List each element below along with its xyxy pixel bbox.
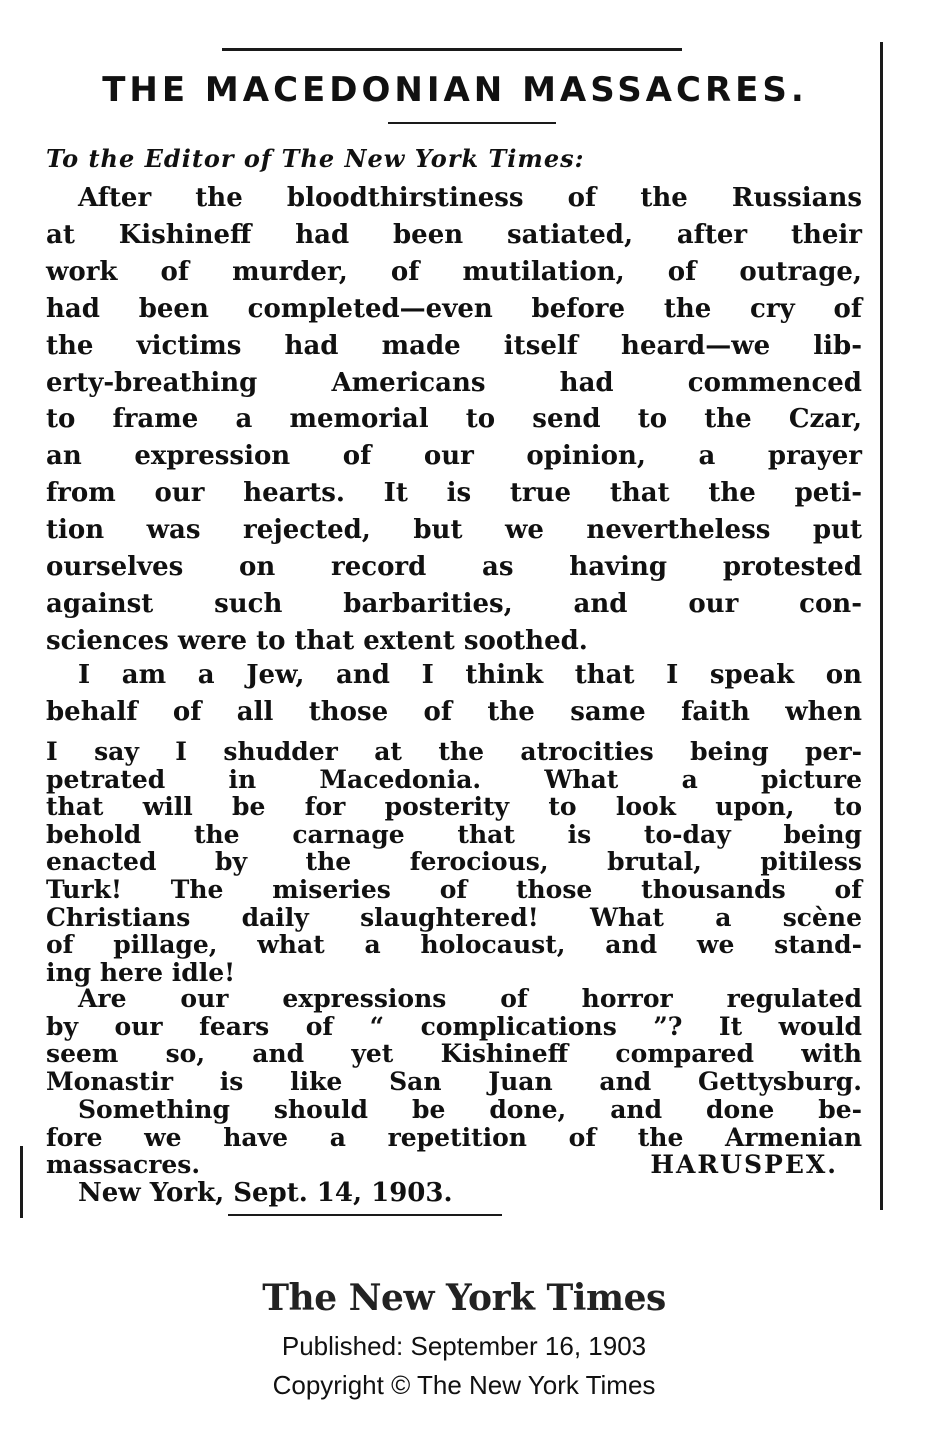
dateline: New York, Sept. 14, 1903. <box>78 1178 453 1208</box>
text-line: petrated in Macedonia. What a picture <box>46 764 862 794</box>
text-line: tion was rejected, but we nevertheless put <box>46 515 862 546</box>
paragraph-1 <box>46 180 862 660</box>
bottom-rule <box>228 1214 502 1216</box>
top-rule <box>222 48 682 51</box>
text-line: at Kishineff had been satiated, after their <box>46 219 862 250</box>
paragraph-4 <box>46 1096 862 1151</box>
text-line: Turk! The miseries of those thousands of <box>46 874 862 904</box>
text-line: fore we have a repetition of the Armenian <box>46 1122 862 1152</box>
column-border-right <box>880 42 883 1210</box>
headline-rule <box>388 122 556 124</box>
text-line: the victims had made itself heard—we lib- <box>46 330 862 361</box>
salutation: To the Editor of The New York Times: <box>46 144 585 173</box>
text-line: I am a Jew, and I think that I speak on <box>78 660 862 690</box>
closing-row <box>46 1151 838 1179</box>
text-line: Something should be done, and done be- <box>78 1095 862 1124</box>
text-line: enacted by the ferocious, brutal, pitiless <box>46 847 862 877</box>
text-line: by our fears of “ complications ”? It would <box>46 1011 862 1041</box>
text-line: seem so, and yet Kishineff compared with <box>46 1039 862 1069</box>
closing-line: massacres. <box>46 1150 201 1179</box>
text-line: behold the carnage that is to-day being <box>46 819 862 849</box>
text-line: work of murder, of mutilation, of outrage, <box>46 256 862 287</box>
article-headline: THE MACEDONIAN MASSACRES. <box>102 70 808 110</box>
paragraph-2 <box>46 657 862 731</box>
text-line: from our hearts. It is true that the peti- <box>46 478 862 509</box>
text-line: ing here idle! <box>46 957 236 987</box>
text-line: erty-breathing Americans had commenced <box>46 367 862 398</box>
text-line: After the bloodthirstiness of the Russians <box>78 183 862 213</box>
text-line: I say I shudder at the atrocities being per- <box>46 737 862 766</box>
column-border-left <box>20 1146 23 1218</box>
text-line: Monastir is like San Juan and Gettysburg. <box>46 1066 862 1096</box>
nyt-logo: The New York Times <box>262 1277 666 1319</box>
text-line: to frame a memorial to send to the Czar, <box>46 404 862 435</box>
published-date: Published: September 16, 1903 <box>281 1331 647 1361</box>
signature: HARUSPEX. <box>650 1150 838 1179</box>
text-line: Are our expressions of horror regulated <box>78 984 862 1013</box>
copyright-notice: Copyright © The New York Times <box>272 1370 656 1400</box>
text-line: ourselves on record as having protested <box>46 552 862 583</box>
paragraph-3 <box>46 985 862 1095</box>
text-line: behalf of all those of the same faith when <box>46 696 862 727</box>
text-line: sciences were to that extent soothed. <box>46 625 588 656</box>
text-line: that will be for posterity to look upon, to <box>46 792 862 822</box>
text-line: an expression of our opinion, a prayer <box>46 441 862 472</box>
text-line: of pillage, what a holocaust, and we stand- <box>46 930 862 960</box>
text-line: Christians daily slaughtered! What a scène <box>46 902 862 932</box>
text-line: had been completed—even before the cry of <box>46 293 862 324</box>
text-line: against such barbarities, and our con- <box>46 588 862 619</box>
paragraph-2-continued <box>46 738 862 986</box>
